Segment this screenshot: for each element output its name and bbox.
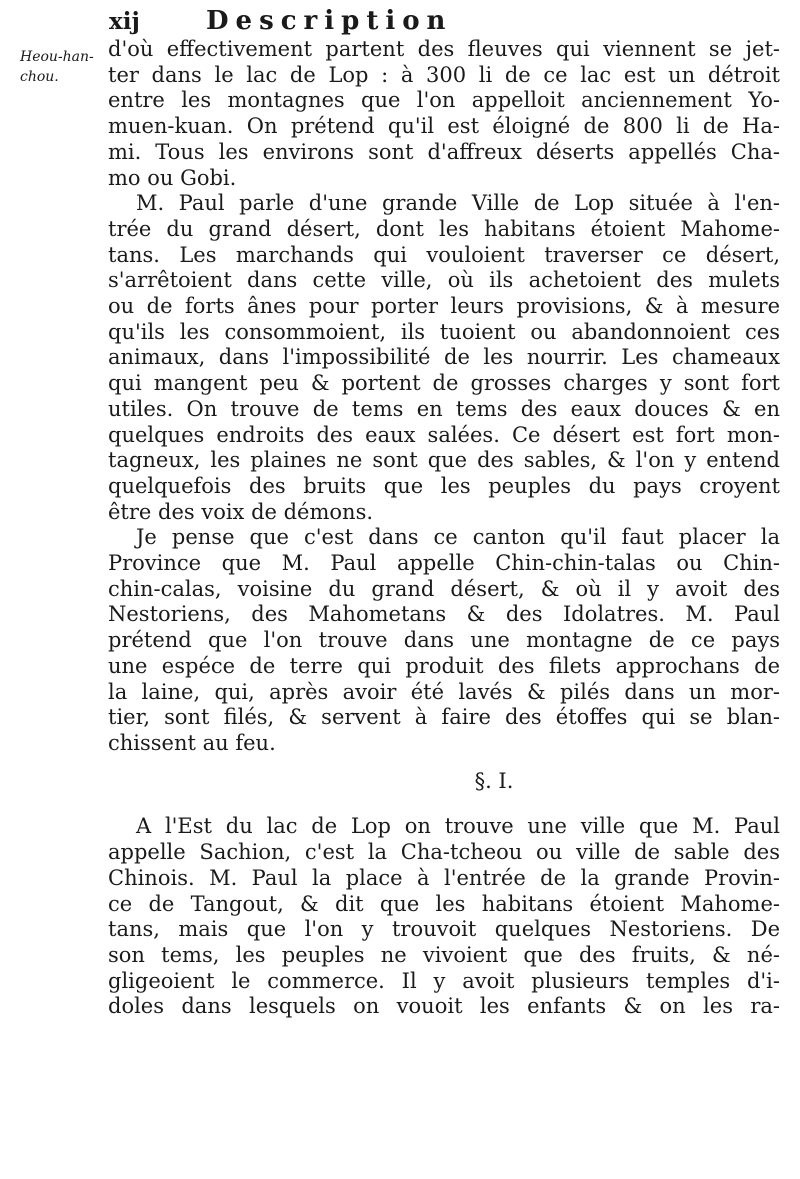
text-line: mo ou Gobi. <box>108 165 237 190</box>
text-line: Je pense que c'est dans ce canton qu'il faut placer la <box>136 525 780 550</box>
text-line: chin-calas, voisine du grand désert, & où il y avoit des <box>108 576 780 601</box>
text-line: qui mangent peu & portent de grosses charges y sont fort <box>108 371 780 396</box>
text-line: tagneux, les plaines ne sont que des sables, & l'on y entend <box>108 448 780 473</box>
text-line: doles dans lesquels on vouoit les enfants & on les ra- <box>108 994 780 1019</box>
section-mark: §. I. <box>474 768 514 793</box>
paragraph <box>108 191 780 525</box>
text-line: quelques endroits des eaux salées. Ce désert est fort mon- <box>108 422 780 447</box>
margin-note-line: chou. <box>20 69 59 85</box>
text-line: ce de Tangout, & dit que les habitans étoient Mahome- <box>108 891 780 916</box>
text-line: s'arrêtoient dans cette ville, où ils achetoient des mulets <box>108 268 780 293</box>
page-number: xij <box>109 8 140 35</box>
text-line: ter dans le lac de Lop : à 300 li de ce lac est un détroit <box>108 62 780 87</box>
text-line: qu'ils les consommoient, ils tuoient ou abandonnoient ces <box>108 319 780 344</box>
text-line: tans, mais que l'on y trouvoit quelques Nestoriens. De <box>108 917 780 942</box>
text-line: la laine, qui, après avoir été lavés & pilés dans un mor- <box>108 679 780 704</box>
text-line: muen-kuan. On prétend qu'il est éloigné de 800 li de Ha- <box>108 114 780 139</box>
paragraph <box>108 814 780 1020</box>
text-line: une espéce de terre qui produit des filets approchans de <box>108 653 780 678</box>
paragraph <box>108 525 780 756</box>
text-line: appelle Sachion, c'est la Cha-tcheou ou ville de sable des <box>108 840 780 865</box>
paragraph <box>108 37 780 191</box>
text-line: d'où effectivement partent des fleuves qui viennent se jet- <box>108 37 780 61</box>
text-line: son tems, les peuples ne vivoient que des fruits, & né- <box>108 942 780 967</box>
text-line: gligeoient le commerce. Il y avoit plusieurs temples d'i- <box>108 968 780 993</box>
text-line: chissent au feu. <box>108 730 276 755</box>
text-line: A l'Est du lac de Lop on trouve une ville que M. Paul <box>136 814 780 839</box>
running-head-title: Description <box>206 6 453 36</box>
text-line: tier, sont filés, & servent à faire des étoffes qui se blan- <box>108 705 780 730</box>
text-line: mi. Tous les environs sont d'affreux déserts appellés Cha- <box>108 139 780 164</box>
text-line: quelquefois des bruits que les peuples du pays croyent <box>108 473 780 498</box>
text-line: animaux, dans l'impossibilité de les nourrir. Les chameaux <box>108 345 780 370</box>
body-text <box>108 37 780 1020</box>
text-line: M. Paul parle d'une grande Ville de Lop située à l'en- <box>136 191 780 216</box>
text-line: utiles. On trouve de tems en tems des eaux douces & en <box>108 396 780 421</box>
text-line: ou de forts ânes pour porter leurs provisions, & à mesure <box>108 294 780 319</box>
margin-note-line: Heou-han- <box>20 49 94 65</box>
text-line: prétend que l'on trouve dans une montagne de ce pays <box>108 628 780 653</box>
text-line: Province que M. Paul appelle Chin-chin-talas ou Chin- <box>108 551 780 576</box>
text-line: trée du grand désert, dont les habitans étoient Mahome- <box>108 216 780 241</box>
text-line: Nestoriens, des Mahometans & des Idolatres. M. Paul <box>108 602 780 627</box>
text-line: tans. Les marchands qui vouloient traverser ce désert, <box>108 242 780 267</box>
text-line: Chinois. M. Paul la place à l'entrée de la grande Provin- <box>108 865 780 890</box>
text-line: être des voix de démons. <box>108 499 374 524</box>
margin-note <box>20 47 98 87</box>
text-line: entre les montagnes que l'on appelloit anciennement Yo- <box>108 88 780 113</box>
